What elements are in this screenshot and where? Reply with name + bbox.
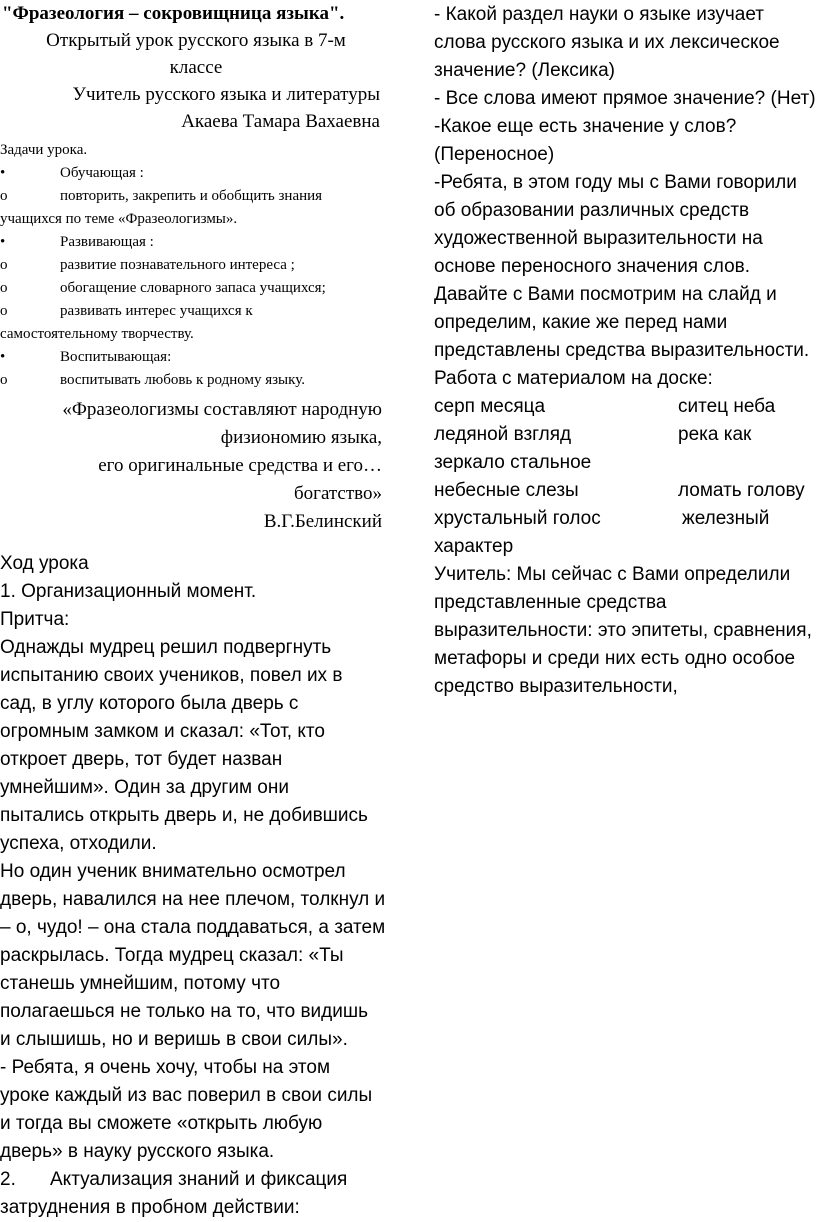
task-marker: • <box>0 234 6 250</box>
task-text: Воспитывающая: <box>60 349 172 365</box>
text-line: (Переносное) <box>434 144 555 165</box>
parable-line: Но один ученик внимательно осмотрел <box>0 861 346 882</box>
task-item-continued <box>0 323 392 346</box>
task-text: самостоятельному творчеству. <box>0 326 194 342</box>
task-marker: o <box>0 372 8 388</box>
epigraph-author: В.Г.Белинский <box>263 511 382 532</box>
text-line: выразительности: это эпитеты, сравнения, <box>434 620 812 641</box>
lesson-tasks <box>0 139 392 392</box>
parable-line: - Ребята, я очень хочу, чтобы на этом <box>0 1057 331 1078</box>
parable-line: умнейшим». Один за другим они <box>0 777 289 798</box>
text-line: -Какое еще есть значение у слов? <box>434 116 737 137</box>
parable-line: – о, чудо! – она стала поддаваться, а затем <box>0 917 386 938</box>
text-line: представлены средства выразительности. <box>434 340 810 361</box>
epigraph-line: богатство» <box>293 483 382 504</box>
task-item <box>0 300 392 323</box>
board-phrase: ломать голову <box>678 480 805 501</box>
board-phrase: серп месяца <box>434 396 546 417</box>
board-row <box>434 393 816 421</box>
text-line: метафоры и среди них есть одно особое <box>434 648 796 669</box>
text-line: средство выразительности, <box>434 676 678 697</box>
parable-line: испытанию своих учеников, повел их в <box>0 665 343 686</box>
left-column <box>0 0 392 1222</box>
lesson-heading: Ход урока <box>0 553 89 574</box>
task-text: обогащение словарного запаса учащихся; <box>60 280 326 296</box>
text-line: -Ребята, в этом году мы с Вами говорили <box>434 172 797 193</box>
parable-line: Однажды мудрец решил подвергнуть <box>0 637 332 658</box>
board-phrase: зеркало стальное <box>434 452 592 473</box>
text-line: - Все слова имеют прямое значение? (Нет) <box>434 88 816 109</box>
text-line: основе переносного значения слов. <box>434 256 751 277</box>
task-marker: • <box>0 349 6 365</box>
task-text: учащихся по теме «Фразеологизмы». <box>0 211 238 227</box>
text-line: определим, какие же перед нами <box>434 312 728 333</box>
parable-line: и тогда вы сможете «открыть любую <box>0 1113 323 1134</box>
lesson-subtitle: Открытый урок русского языка в 7-м <box>46 30 346 51</box>
parable-line: полагаешься не только на то, что видишь <box>0 1001 369 1022</box>
text-line: слова русского языка и их лексическое <box>434 32 780 53</box>
board-phrase: хрустальный голос <box>434 508 601 529</box>
page-title: "Фразеология – сокровищница языка". <box>2 3 345 24</box>
task-marker: o <box>0 257 8 273</box>
board-material <box>434 393 816 561</box>
lesson-subtitle-grade: классе <box>169 57 223 78</box>
task-text: развивать интерес учащихся к <box>60 303 253 319</box>
board-row <box>434 505 816 533</box>
text-line: об образовании различных средств <box>434 200 750 221</box>
text-line: значение? (Лексика) <box>434 60 615 81</box>
board-phrase: ледяной взгляд <box>434 424 572 445</box>
board-row <box>434 421 816 449</box>
task-item-continued <box>0 208 392 231</box>
board-phrase: река как <box>678 424 752 445</box>
parable-line: станешь умнейшим, потому что <box>0 973 281 994</box>
parable-line: огромным замком и сказал: «Тот, кто <box>0 721 325 742</box>
text-line: Работа с материалом на доске: <box>434 368 713 389</box>
text-line: художественной выразительности на <box>434 228 763 249</box>
epigraph-line: физиономию языка, <box>220 427 382 448</box>
step-number: 2. <box>0 1169 16 1190</box>
tasks-heading: Задачи урока. <box>0 142 88 158</box>
step-title: Актуализация знаний и фиксация <box>50 1169 348 1190</box>
text-line: Давайте с Вами посмотрим на слайд и <box>434 284 777 305</box>
epigraph-line: его оригинальные средства и его… <box>98 455 382 476</box>
parable-line: откроет дверь, тот будет назван <box>0 749 283 770</box>
right-column <box>434 1 816 701</box>
task-item <box>0 369 392 392</box>
parable-line: уроке каждый из вас поверил в свои силы <box>0 1085 373 1106</box>
parable-line: сад, в углу которого была дверь с <box>0 693 299 714</box>
parable-line: дверь» в науку русского языка. <box>0 1141 275 1162</box>
lesson-step-2 <box>0 1166 392 1194</box>
task-item <box>0 231 392 254</box>
task-item <box>0 346 392 369</box>
parable-line: и слышишь, но и веришь в свои силы». <box>0 1029 348 1050</box>
task-marker: o <box>0 280 8 296</box>
lesson-body <box>0 550 392 1222</box>
task-text: повторить, закрепить и обобщить знания <box>60 188 323 204</box>
task-item <box>0 185 392 208</box>
epigraph-line: «Фразеологизмы составляют народную <box>62 399 382 420</box>
step-title-continued: затруднения в пробном действии: <box>0 1197 300 1218</box>
task-item <box>0 277 392 300</box>
task-text: развитие познавательного интереса ; <box>60 257 295 273</box>
text-line: Учитель: Мы сейчас с Вами определили <box>434 564 791 585</box>
board-phrase: характер <box>434 536 514 557</box>
epigraph <box>0 396 392 536</box>
parable-label: Притча: <box>0 609 70 630</box>
parable-line: раскрылась. Тогда мудрец сказал: «Ты <box>0 945 344 966</box>
parable-line: успеха, отходили. <box>0 833 157 854</box>
task-marker: • <box>0 165 6 181</box>
task-text: Обучающая : <box>60 165 144 181</box>
text-line: - Какой раздел науки о языке изучает <box>434 4 764 25</box>
text-line: представленные средства <box>434 592 667 613</box>
task-marker: o <box>0 188 8 204</box>
task-item <box>0 162 392 185</box>
board-phrase: ситец неба <box>678 396 776 417</box>
parable-line: пытались открыть дверь и, не добившись <box>0 805 368 826</box>
lesson-step-1: 1. Организационный момент. <box>0 581 257 602</box>
task-marker: o <box>0 303 8 319</box>
task-text: воспитывать любовь к родному языку. <box>60 372 305 388</box>
board-phrase: железный <box>682 508 770 529</box>
parable-line: дверь, навалился на нее плечом, толкнул и <box>0 889 386 910</box>
board-row <box>434 477 816 505</box>
parable-text <box>0 634 392 1166</box>
task-item <box>0 254 392 277</box>
task-text: Развивающая : <box>60 234 154 250</box>
teacher-role: Учитель русского языка и литературы <box>72 84 380 105</box>
board-phrase: небесные слезы <box>434 480 579 501</box>
teacher-name: Акаева Тамара Вахаевна <box>181 111 380 132</box>
